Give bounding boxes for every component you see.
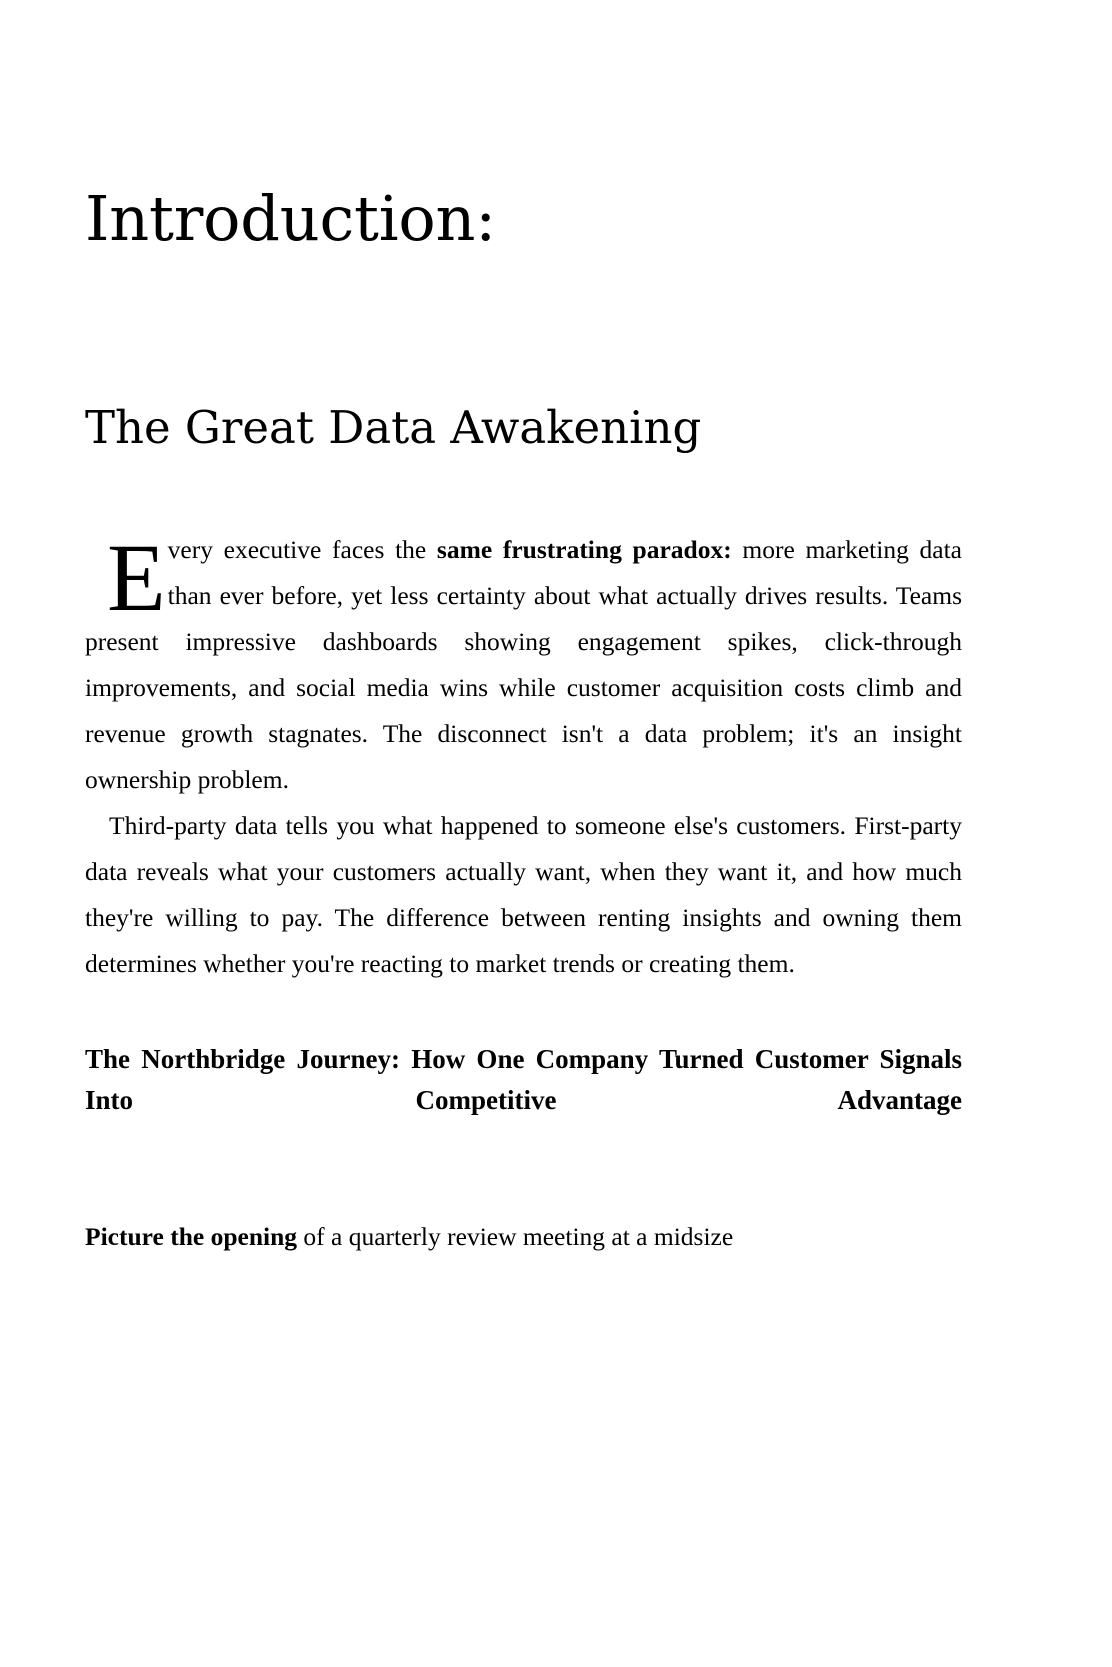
body-paragraph-three	[85, 1162, 962, 1260]
page-title: Introduction:	[85, 182, 496, 255]
subsection-heading-northbridge: The Northbridge Journey: How One Company Turned Customer Signals Into Competitive Advantage	[85, 1043, 962, 1115]
lead-paragraph-bold-phrase: same frustrating paradox:	[436, 534, 732, 564]
body-paragraph-two: Third-party data tells you what happened to someone else's customers. First-party data reveals what your customers actually want, when they want it, and how much they're willing to pay. The difference between renting insights and owning them determines whether you're reacting to market trends or creating them.	[85, 810, 962, 978]
lead-paragraph	[85, 453, 962, 803]
body-paragraph-three-text: of a quarterly review meeting at a midsize	[297, 1221, 734, 1251]
content-column	[85, 0, 962, 1260]
lead-paragraph-text-before-bold: very executive faces the	[167, 534, 437, 564]
section-subtitle: The Great Data Awakening	[85, 401, 702, 455]
body-paragraph-three-bold-phrase: Picture the opening	[85, 1221, 298, 1251]
lead-paragraph-text-after-bold: more marketing data than ever before, yet less certainty about what actually drives results. Teams present impressive dashboards showing engagement spikes, click-through improvements, and social media wins while customer acquisition costs climb and revenue growth stagnates. The disconnect isn't a data problem; it's an insight ownership problem.	[85, 534, 962, 794]
drop-cap: E	[107, 523, 166, 631]
